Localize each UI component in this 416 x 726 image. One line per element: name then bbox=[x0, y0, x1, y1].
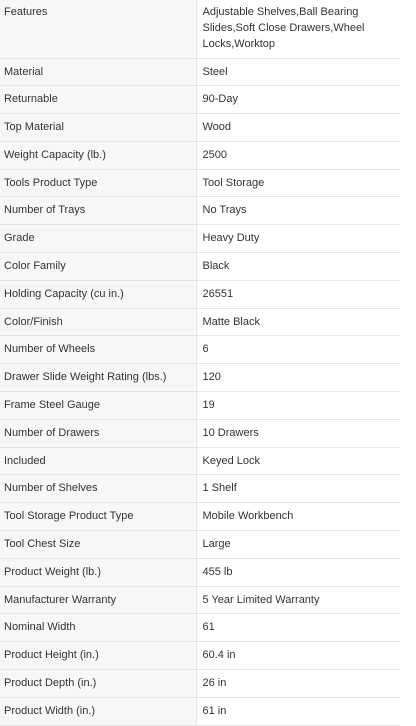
spec-row-color-family bbox=[0, 253, 400, 281]
spec-row-material bbox=[0, 58, 400, 86]
spec-value: 6 bbox=[196, 336, 400, 364]
spec-label: Included bbox=[0, 447, 196, 475]
spec-row-product-depth bbox=[0, 670, 400, 698]
spec-row-included bbox=[0, 447, 400, 475]
spec-label: Grade bbox=[0, 225, 196, 253]
spec-label: Features bbox=[0, 0, 196, 58]
spec-row-nominal-width bbox=[0, 614, 400, 642]
spec-row-top-material bbox=[0, 114, 400, 142]
spec-row-tools-product-type bbox=[0, 169, 400, 197]
spec-row-color-finish bbox=[0, 308, 400, 336]
spec-value: 26551 bbox=[196, 280, 400, 308]
spec-label: Tool Storage Product Type bbox=[0, 503, 196, 531]
spec-row-grade bbox=[0, 225, 400, 253]
spec-value: No Trays bbox=[196, 197, 400, 225]
spec-label: Product Width (in.) bbox=[0, 697, 196, 725]
spec-label: Color Family bbox=[0, 253, 196, 281]
spec-value: 19 bbox=[196, 392, 400, 420]
spec-value: 120 bbox=[196, 364, 400, 392]
spec-value: Matte Black bbox=[196, 308, 400, 336]
spec-row-manufacturer-warranty bbox=[0, 586, 400, 614]
spec-label: Holding Capacity (cu in.) bbox=[0, 280, 196, 308]
spec-value: 5 Year Limited Warranty bbox=[196, 586, 400, 614]
spec-value: Wood bbox=[196, 114, 400, 142]
spec-row-weight-capacity bbox=[0, 141, 400, 169]
spec-label: Nominal Width bbox=[0, 614, 196, 642]
spec-value: 61 in bbox=[196, 697, 400, 725]
spec-row-returnable bbox=[0, 86, 400, 114]
spec-label: Material bbox=[0, 58, 196, 86]
spec-label: Frame Steel Gauge bbox=[0, 392, 196, 420]
spec-label: Returnable bbox=[0, 86, 196, 114]
spec-row-number-of-trays bbox=[0, 197, 400, 225]
spec-value: 61 bbox=[196, 614, 400, 642]
spec-row-number-of-wheels bbox=[0, 336, 400, 364]
spec-value: 455 lb bbox=[196, 558, 400, 586]
spec-value: 1 Shelf bbox=[196, 475, 400, 503]
spec-row-tool-chest-size bbox=[0, 531, 400, 559]
spec-label: Number of Shelves bbox=[0, 475, 196, 503]
spec-label: Product Height (in.) bbox=[0, 642, 196, 670]
spec-value: 90-Day bbox=[196, 86, 400, 114]
spec-row-tool-storage-product-type bbox=[0, 503, 400, 531]
spec-value: Large bbox=[196, 531, 400, 559]
spec-label: Number of Drawers bbox=[0, 419, 196, 447]
spec-value: Tool Storage bbox=[196, 169, 400, 197]
spec-label: Product Depth (in.) bbox=[0, 670, 196, 698]
spec-value: 10 Drawers bbox=[196, 419, 400, 447]
spec-row-number-of-shelves bbox=[0, 475, 400, 503]
spec-value: 2500 bbox=[196, 141, 400, 169]
spec-value: Mobile Workbench bbox=[196, 503, 400, 531]
spec-label: Top Material bbox=[0, 114, 196, 142]
spec-label: Tools Product Type bbox=[0, 169, 196, 197]
spec-label: Product Weight (lb.) bbox=[0, 558, 196, 586]
spec-row-product-width bbox=[0, 697, 400, 725]
spec-label: Manufacturer Warranty bbox=[0, 586, 196, 614]
spec-label: Number of Wheels bbox=[0, 336, 196, 364]
spec-label: Weight Capacity (lb.) bbox=[0, 141, 196, 169]
spec-label: Color/Finish bbox=[0, 308, 196, 336]
spec-value: Adjustable Shelves,Ball Bearing Slides,Soft Close Drawers,Wheel Locks,Worktop bbox=[196, 0, 400, 58]
spec-row-number-of-drawers bbox=[0, 419, 400, 447]
spec-value: Black bbox=[196, 253, 400, 281]
spec-row-holding-capacity bbox=[0, 280, 400, 308]
spec-row-product-height bbox=[0, 642, 400, 670]
spec-row-features bbox=[0, 0, 400, 58]
spec-value: Steel bbox=[196, 58, 400, 86]
spec-row-drawer-slide-weight-rating bbox=[0, 364, 400, 392]
spec-row-product-weight bbox=[0, 558, 400, 586]
spec-value: 26 in bbox=[196, 670, 400, 698]
spec-label: Number of Trays bbox=[0, 197, 196, 225]
spec-row-frame-steel-gauge bbox=[0, 392, 400, 420]
spec-label: Drawer Slide Weight Rating (lbs.) bbox=[0, 364, 196, 392]
spec-value: Keyed Lock bbox=[196, 447, 400, 475]
spec-label: Tool Chest Size bbox=[0, 531, 196, 559]
spec-value: 60.4 in bbox=[196, 642, 400, 670]
spec-value: Heavy Duty bbox=[196, 225, 400, 253]
